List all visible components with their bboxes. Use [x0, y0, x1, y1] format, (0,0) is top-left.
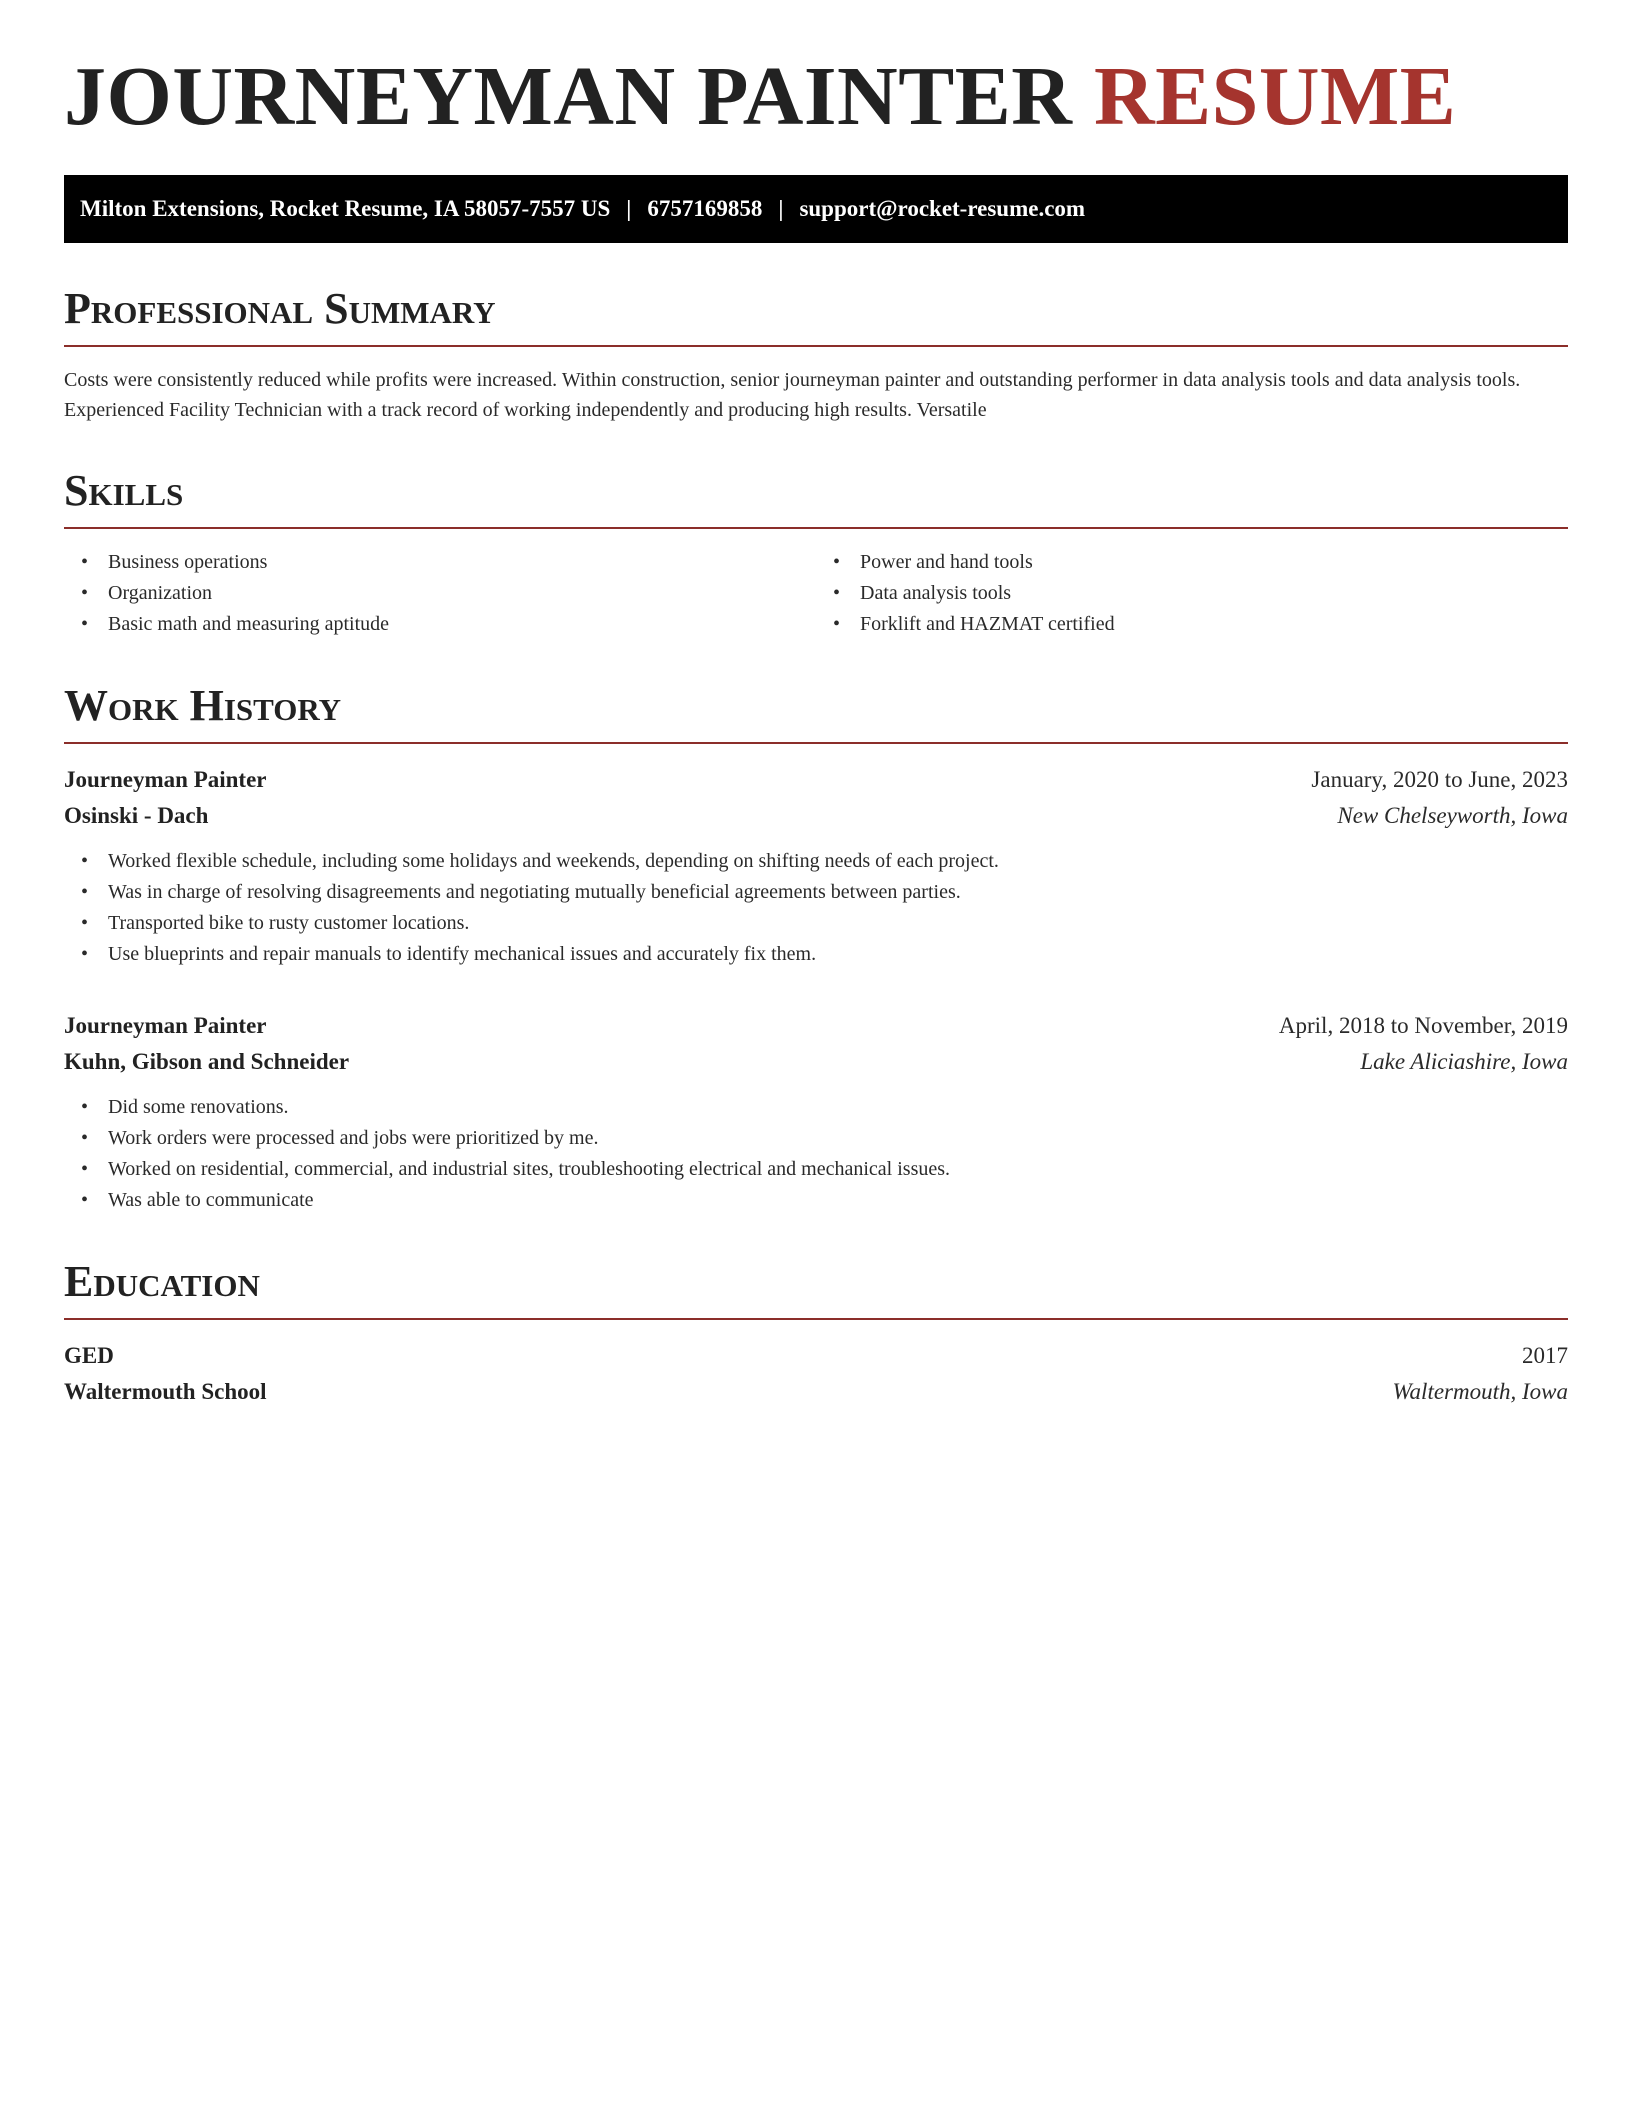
- skill-item: • Power and hand tools: [860, 547, 1568, 578]
- contact-email: support@rocket-resume.com: [799, 196, 1086, 221]
- job-duty: • Worked on residential, commercial, and industrial sites, troubleshooting electrical and mechanical issues.: [108, 1154, 1568, 1185]
- contact-bar: [64, 175, 1568, 243]
- contact-phone: 6757169858: [647, 196, 763, 221]
- job-dates: April, 2018 to November, 2019: [1278, 1013, 1568, 1038]
- job-company: Osinski - Dach: [64, 803, 209, 828]
- skills-section: [64, 466, 1568, 640]
- skills-list-right: [816, 547, 1568, 640]
- education-section: [64, 1257, 1568, 1410]
- skills-heading: Skills: [64, 469, 1568, 529]
- contact-separator: |: [778, 196, 784, 221]
- job-company-row: [64, 1044, 1568, 1080]
- job-company-row: [64, 798, 1568, 834]
- resume-title: [64, 50, 1568, 143]
- skill-item: • Business operations: [108, 547, 816, 578]
- skill-item: • Forklift and HAZMAT certified: [860, 609, 1568, 640]
- summary-heading: Professional Summary: [64, 287, 1568, 347]
- contact-address: Milton Extensions, Rocket Resume, IA 58057-7557 US: [80, 196, 611, 221]
- education-location: Waltermouth, Iowa: [1392, 1379, 1568, 1404]
- summary-text: Costs were consistently reduced while profits were increased. Within construction, senior journeyman painter and outstanding performer in data analysis tools and data analysis tools. Experienced Facility Technician with a track record of working independently and producing high results. Versatile: [64, 369, 1521, 421]
- education-entry: [64, 1338, 1568, 1410]
- job-duty: • Transported bike to rusty customer locations.: [108, 908, 1568, 939]
- education-school: Waltermouth School: [64, 1379, 267, 1404]
- job-location: New Chelseyworth, Iowa: [1337, 803, 1568, 828]
- job-header-row: [64, 762, 1568, 798]
- contact-separator: |: [626, 196, 632, 221]
- skills-list-left: [64, 547, 816, 640]
- skills-columns: [64, 547, 1568, 640]
- job-entry: [64, 1008, 1568, 1216]
- job-duties: [64, 846, 1568, 970]
- job-duties: [64, 1092, 1568, 1216]
- job-duty: • Was in charge of resolving disagreements and negotiating mutually beneficial agreements between parties.: [108, 877, 1568, 908]
- job-duty: • Was able to communicate: [108, 1185, 1568, 1216]
- education-heading: Education: [64, 1260, 1568, 1320]
- title-accent: RESUME: [1093, 50, 1457, 143]
- job-title: Journeyman Painter: [64, 1013, 267, 1038]
- job-duty: • Work orders were processed and jobs were prioritized by me.: [108, 1123, 1568, 1154]
- job-location: Lake Aliciashire, Iowa: [1360, 1049, 1568, 1074]
- education-degree: GED: [64, 1343, 114, 1368]
- skill-item: • Organization: [108, 578, 816, 609]
- job-entry: [64, 762, 1568, 970]
- skill-item: • Basic math and measuring aptitude: [108, 609, 816, 640]
- job-dates: January, 2020 to June, 2023: [1311, 767, 1568, 792]
- education-year: 2017: [1522, 1343, 1568, 1368]
- summary-section: [64, 284, 1568, 425]
- job-title: Journeyman Painter: [64, 767, 267, 792]
- job-header-row: [64, 1008, 1568, 1044]
- title-main: JOURNEYMAN PAINTER: [64, 50, 1073, 143]
- education-degree-row: [64, 1338, 1568, 1374]
- job-duty: • Did some renovations.: [108, 1092, 1568, 1123]
- job-duty: • Worked flexible schedule, including some holidays and weekends, depending on shifting needs of each project.: [108, 846, 1568, 877]
- skill-item: • Data analysis tools: [860, 578, 1568, 609]
- job-company: Kuhn, Gibson and Schneider: [64, 1049, 350, 1074]
- job-duty: • Use blueprints and repair manuals to identify mechanical issues and accurately fix them.: [108, 939, 1568, 970]
- work-history-heading: Work History: [64, 684, 1568, 744]
- work-history-section: [64, 681, 1568, 1216]
- education-school-row: [64, 1374, 1568, 1410]
